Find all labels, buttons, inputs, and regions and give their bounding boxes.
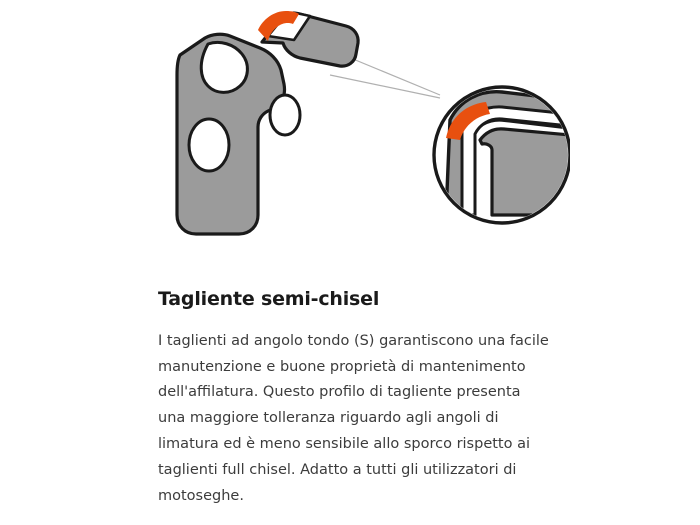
description-paragraph: I taglienti ad angolo tondo (S) garantiscono una facile manutenzione e buone proprietà di mantenimento dell'affilatura. Questo profilo di tagliente presenta una maggiore tolleranza riguardo agli angoli di limatura ed è meno sensibile allo sporco rispetto ai taglienti full chisel. Adatto a tutti gli utilizzatori di motoseghe. (158, 332, 549, 504)
page-title: Tagliente semi-chisel (158, 288, 380, 310)
cutter-tooth-shape (177, 34, 300, 234)
product-illustration (150, 0, 570, 270)
article-content (158, 288, 558, 509)
magnifier-detail (434, 87, 570, 223)
